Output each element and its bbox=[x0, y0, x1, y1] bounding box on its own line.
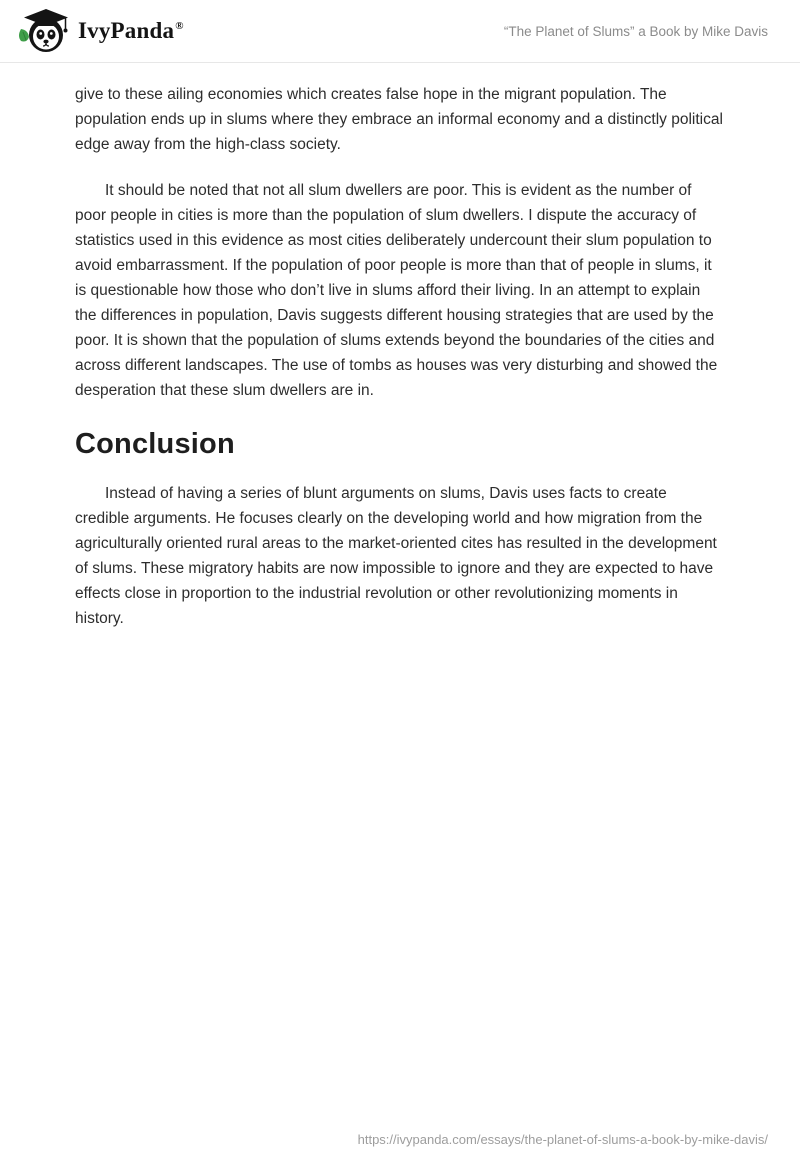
document-title: “The Planet of Slums” a Book by Mike Davis bbox=[503, 23, 768, 39]
essay-paragraph-continuation: give to these ailing economies which creates false hope in the migrant population. The population ends up in slums where they embrace an informal economy and a distinctly political edge away from the high-class society. bbox=[75, 86, 723, 153]
essay-paragraph: It should be noted that not all slum dwellers are poor. This is evident as the number of poor people in cities is more than the population of slum dwellers. I dispute the accuracy of statistics used in this evidence as most cities deliberately undercount their slum population to avoid embarrassment. If the population of poor people is more than that of people in slums, it is questionable how those who don’t live in slums afford their living. In an attempt to explain the differences in population, Davis suggests different housing strategies that are used by the poor. It is shown that the population of slums extends beyond the boundaries of the cities and across different landscapes. The use of tombs as houses was very disturbing and showed the desperation that these slum dwellers are in. bbox=[75, 182, 718, 399]
conclusion-heading: Conclusion bbox=[75, 428, 235, 460]
essay-paragraph: Instead of having a series of blunt arguments on slums, Davis uses facts to create credible arguments. He focuses clearly on the developing world and how migration from the agriculturally oriented rural areas to the market-oriented cites has resulted in the development of slums. These migratory habits are now impossible to ignore and they are expected to have effects close in proportion to the industrial revolution or other revolutionizing moments in history. bbox=[75, 485, 717, 627]
ivypanda-logo-text: IvyPanda® bbox=[78, 18, 184, 43]
essay-content bbox=[0, 63, 800, 631]
ivypanda-logo-icon bbox=[16, 8, 68, 54]
footer bbox=[358, 1132, 768, 1147]
ivypanda-logo[interactable] bbox=[16, 8, 184, 54]
header bbox=[0, 0, 800, 63]
source-url[interactable]: https://ivypanda.com/essays/the-planet-of-slums-a-book-by-mike-davis/ bbox=[357, 1132, 768, 1147]
registered-trademark-symbol: ® bbox=[175, 20, 184, 33]
